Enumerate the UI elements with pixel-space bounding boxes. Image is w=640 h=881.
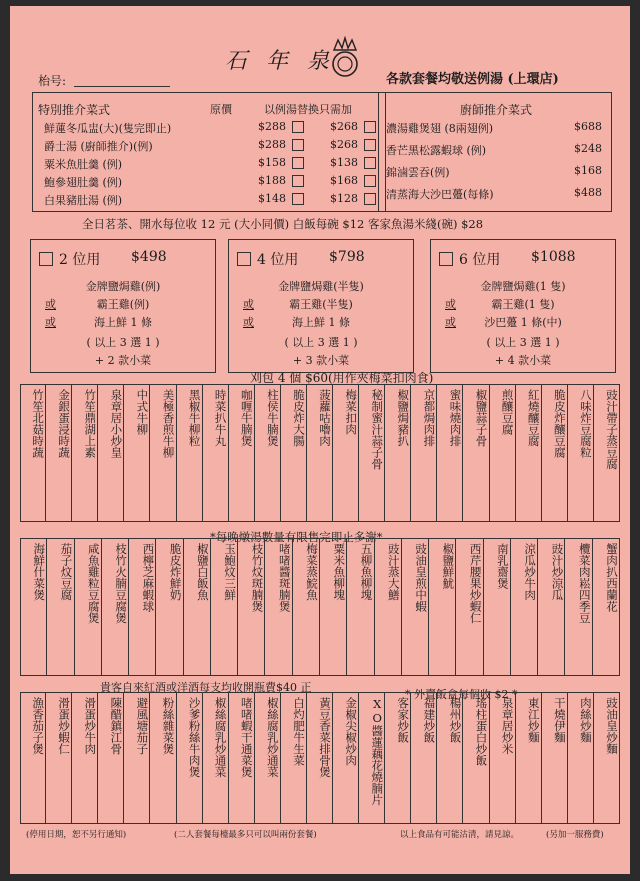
dish-item: 客家炒飯 [385,693,411,823]
specials-col-price: 原價 [210,103,232,116]
dish-item: 五柳魚柳塊 [347,539,374,675]
dish-item: 啫啫醬斑腩煲 [265,539,292,675]
dish-item: 南乳齋煲 [484,539,511,675]
dish-item: 蟹肉扒西蘭花 [593,539,620,675]
checkbox[interactable] [364,121,376,133]
footer-right: 以上食品有可能沽清，請見諒。 [400,830,520,840]
dish-item: 楊州炒飯 [437,693,463,823]
checkbox[interactable] [364,175,376,187]
dish-item: 中式牛柳 [124,385,150,521]
dish-item: 京都焗肉排 [411,385,437,521]
dish-item: 福建炒飯 [411,693,437,823]
dish-item: 椒絲腐乳炒通菜 [255,693,281,823]
dish-item: 西芹腰果炒蝦仁 [456,539,483,675]
specials-row: 白果豬肚湯 (例) $148 $128 [38,192,378,210]
dish-item: 竹笙北菇時蔬 [20,385,46,521]
wrap-note: 刈包 4 個 $60(用作夾梅菜扣肉食) [250,371,434,385]
dish-item: 避風塘茄子 [124,693,150,823]
dish-item: 海鮮什菜煲 [20,539,47,675]
footer-left: (停用日期，恕不另行通知) [26,830,127,840]
specials-row: 鮑參翅肚羹 (例) $188 $168 [38,174,378,192]
specials-row: 粟米魚肚羹 (例) $158 $138 [38,156,378,174]
checkbox[interactable] [237,252,251,266]
dish-item: 菠蘿咕嚕肉 [307,385,333,521]
dish-item: 沙爹粉絲牛肉煲 [177,693,203,823]
dish-grid-3 [20,692,620,824]
restaurant-logo-text: 石 年 泉 [225,49,335,74]
dish-item: 脆皮炸鮮奶 [156,539,183,675]
dish-item: 秘制蜜汁蒜子骨 [359,385,385,521]
checkbox[interactable] [364,193,376,205]
tea-line: 全日茗茶、開水每位收 12 元 (大小同價) 白飯每碗 $12 客家魚湯米綫(碗) $28 [82,217,484,231]
dish-item: 八味炸豆腐粒 [568,385,594,521]
checkbox[interactable] [292,121,304,133]
dish-item: 茄子炆豆腐 [47,539,74,675]
dish-item: 白灼肥牛生菜 [281,693,307,823]
dish-item: 咸魚雞粒豆腐煲 [75,539,102,675]
set-menu-4: 4 位用 $798 金牌鹽焗雞(半隻) 或 霸王雞(半隻) 或 海上鮮 1 條 ( 以上 3 選 1 ) + 3 款小菜 [228,239,414,373]
dish-item: 東江炒麵 [516,693,542,823]
dish-item: 瑤柱蛋白炒飯 [463,693,489,823]
footer-mid: (二人套餐每檯最多只可以叫兩份套餐) [174,830,317,840]
dish-grid-2 [20,538,620,676]
dish-item: 蜜味燒肉排 [437,385,463,521]
dish-item: 脆皮炸釀豆腐 [542,385,568,521]
dish-item: 西檸芝麻蝦球 [129,539,156,675]
checkbox[interactable] [292,139,304,151]
specials-row: 爵士湯 (廚師推介)(例) $288 $268 [38,138,378,156]
dish-item: 黃豆香菜排骨煲 [307,693,333,823]
dish-item: 陳醋鎮江骨 [98,693,124,823]
dish-item: 豉油皇煎中蝦 [402,539,429,675]
dish-item: 涼瓜炒牛肉 [511,539,538,675]
dish-item: 竹笙鼎湖上素 [72,385,98,521]
chef-title: 廚師推介菜式 [460,103,533,117]
dish-item: 脆皮炸大腸 [281,385,307,521]
dish-item: 椒鹽蒜子骨 [463,385,489,521]
crest-icon [328,36,362,78]
set-menu-2: 2 位用 $498 金牌鹽焗雞(例) 或 霸王雞(例) 或 海上鮮 1 條 ( 以上 3 選 1 ) + 2 款小菜 [30,239,216,373]
dish-item: 梅菜蒸鯇魚 [293,539,320,675]
dish-item: 枝竹火腩豆腐煲 [102,539,129,675]
table-number-label: 枱号: [38,74,67,88]
dish-item: 椒絲腐乳炒通菜 [203,693,229,823]
checkbox[interactable] [292,157,304,169]
dish-item: 椒鹽白飯魚 [184,539,211,675]
dish-item: 干燒伊麵 [542,693,568,823]
checkbox[interactable] [364,139,376,151]
checkbox[interactable] [292,175,304,187]
specials-title: 特別推介菜式 [38,103,111,117]
dish-item: 紅燒釀豆腐 [516,385,542,521]
dish-item: 金銀蛋浸時蔬 [46,385,72,521]
dish-item: 柱侯牛腩煲 [255,385,281,521]
dish-item: 滑蛋炒牛肉 [72,693,98,823]
chef-row: 清蒸海大沙巴躉(每條) $488 [386,186,602,201]
dish-item: 豉汁帶子蒸豆腐 [594,385,620,521]
dish-item: 豉汁炒涼瓜 [538,539,565,675]
dish-item: 泉章居小炒皇 [98,385,124,521]
dish-item: 漁香茄子煲 [20,693,46,823]
dish-item: 泉章居炒米 [490,693,516,823]
menu-sheet [10,6,630,874]
dish-item: 豉汁蒸大鱔 [375,539,402,675]
dish-item: 滑蛋炒蝦仁 [46,693,72,823]
dish-item: 煎釀豆腐 [490,385,516,521]
dish-item: 玉鮑炆三鮮 [211,539,238,675]
soup-banner: *每晚燉湯數量有限售完即止多謝* [210,530,383,544]
dish-item: 啫啫蝦干通菜煲 [229,693,255,823]
dish-item: 美極香煎牛柳 [150,385,176,521]
specials-row: 鮮蓮冬瓜盅(大)(隻完即止) $288 $268 [38,120,378,138]
footer-far: (另加一服務費) [546,830,604,840]
table-number-field[interactable] [74,86,170,87]
chef-row: 錦滷雲吞(例) $168 [386,164,602,179]
checkbox[interactable] [39,252,53,266]
dish-item: 粉絲雜菜煲 [150,693,176,823]
dish-item: 金椒尖椒炒肉 [333,693,359,823]
set-menu-6: 6 位用 $1088 金牌鹽焗雞(1 隻) 或 霸王雞(1 隻) 或 沙巴躉 1 條(中) ( 以上 3 選 1 ) + 4 款小菜 [430,239,616,373]
dish-item: 咖喱牛腩煲 [229,385,255,521]
dish-item: 粟米魚柳塊 [320,539,347,675]
dish-item: 時菜扒牛丸 [203,385,229,521]
checkbox[interactable] [439,252,453,266]
soup-note: 各款套餐均敬送例湯 (上環店) [386,72,559,87]
dish-item: 梅菜扣肉 [333,385,359,521]
dish-item: XO醬蓮藕花燒腩片 [359,693,385,823]
dish-item: 椒鹽鮮魷 [429,539,456,675]
dish-item: 欖菜肉崧四季豆 [565,539,592,675]
dish-item: 肉絲炒麵 [568,693,594,823]
checkbox[interactable] [292,193,304,205]
specials-col-swap: 以例湯替換只需加 [264,103,352,116]
chef-row: 濃湯雞煲翅 (8兩翅例) $688 [386,120,602,135]
dish-item: 椒鹽焗豬扒 [385,385,411,521]
checkbox[interactable] [364,157,376,169]
takeaway-banner: * 外賣飯盒每個收 $2 * [405,688,518,701]
dish-item: 豉油皇炒麵 [594,693,620,823]
chef-row: 香芒黑松露蝦球 (例) $248 [386,142,602,157]
dish-item: 枝竹炆斑腩煲 [238,539,265,675]
dish-grid-1 [20,384,620,522]
corkage-banner: 貴客自來紅酒或洋酒每支均收開瓶費$40 正 [100,681,312,694]
dish-item: 黑椒牛柳粒 [177,385,203,521]
